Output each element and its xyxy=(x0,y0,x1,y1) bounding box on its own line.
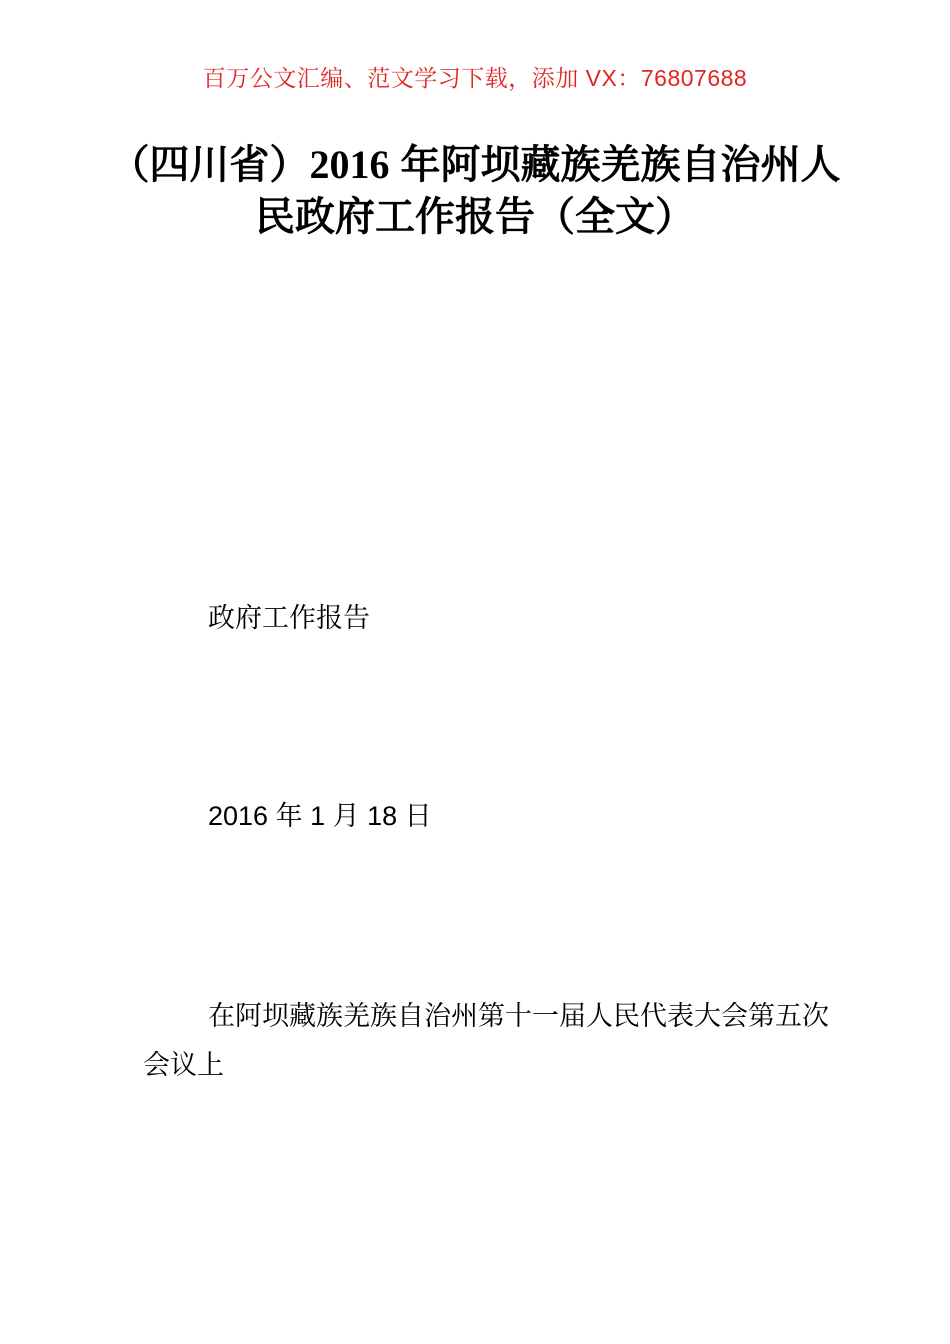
title-line1-suffix: 年阿坝藏族羌族自治州人 xyxy=(389,143,841,187)
title-line-1 xyxy=(0,139,950,191)
title-line1-prefix: （四川省） xyxy=(109,143,310,187)
report-label: 政府工作报告 xyxy=(208,603,370,633)
report-date: 2016 年 1 月 18 日 xyxy=(208,801,432,831)
title-year: 2016 xyxy=(309,142,390,187)
promo-banner: 百万公文汇编、范文学习下载，添加 VX：76807688 xyxy=(202,65,748,91)
closing-paragraph-line-2: 会议上 xyxy=(143,1050,224,1080)
title-line-2: 民政府工作报告（全文） xyxy=(255,195,695,239)
document-title xyxy=(0,139,950,243)
closing-paragraph-line-1: 在阿坝藏族羌族自治州第十一届人民代表大会第五次 xyxy=(208,1001,829,1031)
